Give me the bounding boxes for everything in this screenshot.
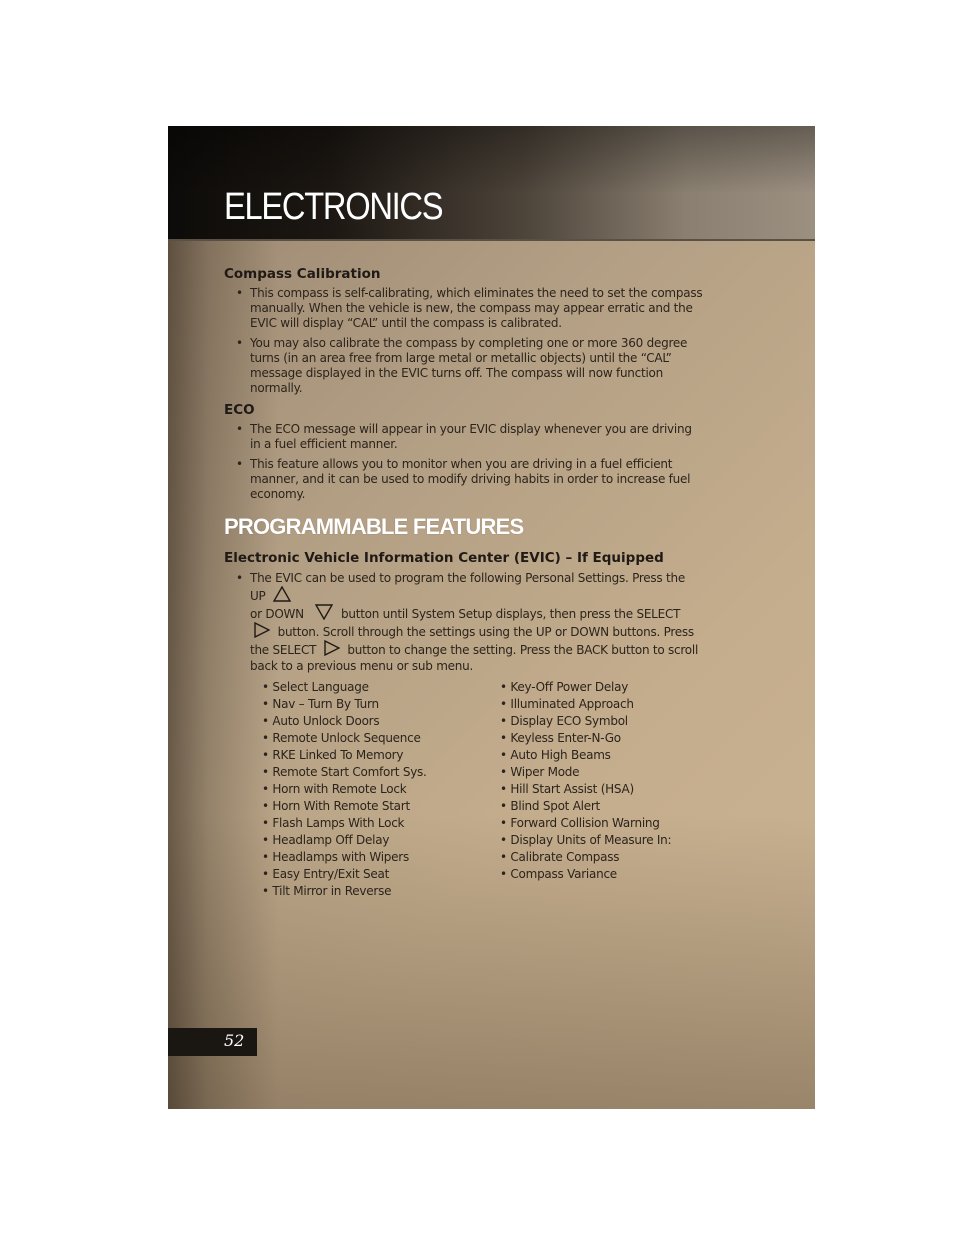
intro-text: The EVIC can be used to program the following Personal Settings. Press the UP (250, 571, 685, 603)
setting-item: • Easy Entry/Exit Seat (262, 866, 500, 883)
intro-text: button until System Setup displays, then press the SELECT (341, 607, 681, 621)
intro-text: button to change the setting. Press the BACK button to scroll back to a previous menu or sub menu. (250, 643, 699, 673)
setting-item: • Tilt Mirror in Reverse (262, 883, 500, 900)
setting-item: • Horn With Remote Start (262, 798, 500, 815)
setting-item: • Compass Variance (500, 866, 671, 883)
eco-bullets (224, 422, 704, 502)
eco-heading: ECO (224, 402, 255, 418)
setting-item: • Hill Start Assist (HSA) (500, 781, 671, 798)
setting-item: • Auto Unlock Doors (262, 713, 500, 730)
eco-bullet: • This feature allows you to monitor when you are driving in a fuel efficient manner, and it can be used to modify driving habits in order to increase fuel economy. (224, 457, 704, 502)
setting-item: • Forward Collision Warning (500, 815, 671, 832)
section-title: ELECTRONICS (224, 186, 443, 228)
manual-page (168, 126, 815, 1109)
page-number: 52 (224, 1031, 245, 1050)
personal-settings-list (224, 679, 704, 900)
setting-item: • Blind Spot Alert (500, 798, 671, 815)
page-content (224, 265, 704, 900)
setting-item: • Auto High Beams (500, 747, 671, 764)
eco-bullet: • The ECO message will appear in your EVIC display whenever you are driving in a fuel efficient manner. (224, 422, 704, 452)
setting-item: • RKE Linked To Memory (262, 747, 500, 764)
evic-bullets (224, 570, 704, 674)
setting-item: • Keyless Enter-N-Go (500, 730, 671, 747)
setting-item: • Illuminated Approach (500, 696, 671, 713)
intro-text: or DOWN (250, 607, 304, 621)
compass-bullets (224, 286, 704, 396)
evic-intro-bullet (224, 570, 704, 674)
setting-item: • Headlamp Off Delay (262, 832, 500, 849)
setting-item: • Display ECO Symbol (500, 713, 671, 730)
compass-bullet: • This compass is self-calibrating, which eliminates the need to set the compass manually. When the vehicle is new, the compass may appear erratic and the EVIC will display “CAL” until the compass is calibrated. (224, 286, 704, 331)
select-arrow-icon (254, 622, 270, 638)
settings-column-right (500, 679, 671, 900)
setting-item: • Calibrate Compass (500, 849, 671, 866)
up-arrow-icon (273, 586, 291, 602)
setting-item: • Remote Unlock Sequence (262, 730, 500, 747)
setting-item: • Headlamps with Wipers (262, 849, 500, 866)
evic-heading: Electronic Vehicle Information Center (EVIC) – If Equipped (224, 550, 664, 566)
setting-item: • Flash Lamps With Lock (262, 815, 500, 832)
setting-item: • Wiper Mode (500, 764, 671, 781)
setting-item: • Select Language (262, 679, 500, 696)
setting-item: • Key-Off Power Delay (500, 679, 671, 696)
intro-text: button. Scroll through the settings using the UP or DOWN buttons. Press the SELECT (250, 625, 694, 657)
compass-calibration-heading: Compass Calibration (224, 266, 381, 282)
section-header (168, 126, 815, 241)
select-arrow-icon (324, 640, 340, 656)
setting-item: • Horn with Remote Lock (262, 781, 500, 798)
setting-item: • Remote Start Comfort Sys. (262, 764, 500, 781)
programmable-features-title: PROGRAMMABLE FEATURES (224, 514, 524, 539)
page-number-tab (168, 1028, 257, 1056)
settings-column-left (262, 679, 500, 900)
down-arrow-icon (315, 604, 333, 620)
setting-item: • Display Units of Measure In: (500, 832, 671, 849)
setting-item: • Nav – Turn By Turn (262, 696, 500, 713)
compass-bullet: • You may also calibrate the compass by completing one or more 360 degree turns (in an area free from large metal or metallic objects) until the “CAL” message displayed in the EVIC turns off. The compass will now function normally. (224, 336, 704, 396)
